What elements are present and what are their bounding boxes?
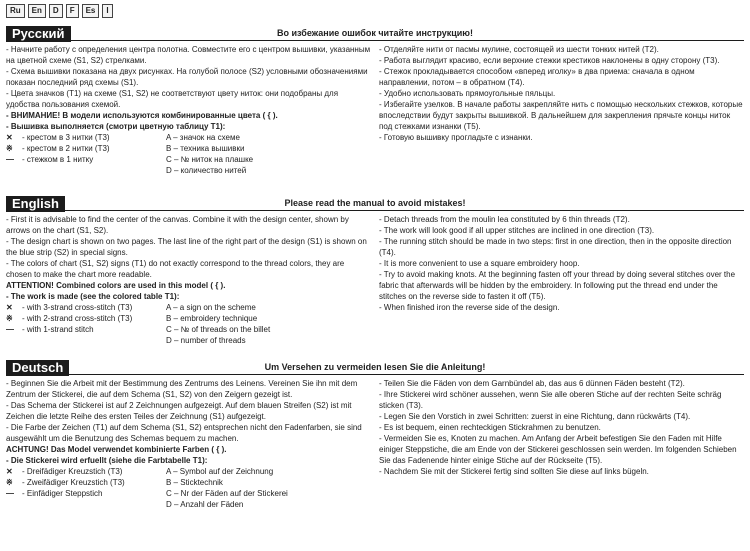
- cross-3-icon: ✕: [6, 467, 13, 476]
- legend-label: - with 2-strand cross-stitch (T3): [22, 314, 133, 323]
- stitch-icon: —: [6, 489, 14, 498]
- instruction-text: - Работа выглядит красиво, если верхние стежки крестиков наклонены в одну сторону (T3).: [379, 56, 720, 65]
- legend-key: A – a sign on the scheme: [166, 303, 256, 312]
- instruction-text: - Отделяйте нити от пасмы мулине, состоящей из шести тонких нитей (T2).: [379, 45, 659, 54]
- instruction-text: - The running stitch should be made in two steps: first in one direction, then in the opposite direction (T4).: [379, 237, 732, 257]
- section-english: [6, 196, 744, 346]
- legend-label: - with 1-strand stitch: [22, 325, 94, 334]
- legend-key: B – техника вышивки: [166, 144, 245, 153]
- header-rule: [6, 374, 744, 375]
- lang-fr-button[interactable]: F: [66, 4, 79, 18]
- instruction-text: - Es ist bequem, einen rechteckigen Stickrahmen zu benutzen.: [379, 423, 601, 432]
- instruction-text: - When finished iron the reverse side of the design.: [379, 303, 560, 312]
- instruction-text: - Стежок прокладывается способом «вперед иголку» в два приема: сначала в одном направлении, потом – в обратном (T4).: [379, 67, 695, 87]
- instruction-text: - Die Farbe der Zeichen (T1) auf dem Schema (S1, S2) entsprechen nicht den Fadenfarben, sie sind ausgewählt um die Benutzung des Schemas bequem zu machen.: [6, 423, 362, 443]
- right-column: [379, 44, 744, 176]
- instruction-text: - The colors of chart (S1, S2) signs (T1) do not exactly correspond to the thread colors, they are chosen to make the chart more readable.: [6, 259, 345, 279]
- legend-key: A – значок на схеме: [166, 133, 240, 142]
- legend-key: D – количество нитей: [166, 166, 247, 175]
- section-heading: Please read the manual to avoid mistakes!: [284, 198, 466, 208]
- cross-3-icon: ✕: [6, 133, 13, 142]
- legend-label: - with 3-strand cross-stitch (T3): [22, 303, 133, 312]
- header-rule: [6, 40, 744, 41]
- legend-label: - Dreifädiger Kreuzstich (T3): [22, 467, 123, 476]
- section-russian: [6, 26, 744, 176]
- instruction-text: - Detach threads from the moulin lea constituted by 6 thin threads (T2).: [379, 215, 630, 224]
- instruction-text: - Ihre Stickerei wird schöner aussehen, wenn Sie alle oberen Stiche auf der rechten Seite schräg sticken (T3).: [379, 390, 722, 410]
- instruction-text: - Избегайте узелков. В начале работы закрепляйте нить с помощью нескольких стежков, которые впоследствии будут закрыты вышивкой. В дальнейшем для закрепления прячьте концы ниток под стежками изнанки (T5).: [379, 100, 743, 131]
- section-title: Deutsch: [6, 360, 69, 376]
- legend-key: B – embroidery technique: [166, 314, 258, 323]
- legend-row: [6, 488, 371, 499]
- instruction-text: - The design chart is shown on two pages. The last line of the right part of the design (S1) is shown on the blue strip (S2) in special signs.: [6, 237, 367, 257]
- cross-2-icon: ※: [6, 314, 13, 323]
- cross-3-icon: ✕: [6, 303, 13, 312]
- work-heading: - The work is made (see the colored table T1):: [6, 292, 180, 301]
- stitch-icon: —: [6, 155, 14, 164]
- attention-note: ACHTUNG! Das Model verwendet kombinierte Farben ( { ).: [6, 445, 227, 454]
- section-heading: Во избежание ошибок читайте инструкцию!: [277, 28, 473, 38]
- legend-row: [6, 324, 371, 335]
- section-title: English: [6, 196, 65, 212]
- lang-it-button[interactable]: I: [102, 4, 112, 18]
- legend-label: - крестом в 2 нитки (T3): [22, 144, 110, 153]
- work-heading: - Вышивка выполняется (смотри цветную таблицу T1):: [6, 122, 226, 131]
- legend-key: D – number of threads: [166, 336, 246, 345]
- left-column: [6, 378, 371, 510]
- lang-es-button[interactable]: Es: [82, 4, 100, 18]
- legend-row: [6, 466, 371, 477]
- section-header: [6, 196, 744, 212]
- lang-de-button[interactable]: D: [49, 4, 63, 18]
- legend-key: B – Sticktechnik: [166, 478, 223, 487]
- instruction-text: - It is more convenient to use a square embroidery hoop.: [379, 259, 580, 268]
- header-rule: [6, 210, 744, 211]
- legend-label: - крестом в 3 нитки (T3): [22, 133, 110, 142]
- legend-row: [6, 143, 371, 154]
- legend-row: [6, 302, 371, 313]
- cross-2-icon: ※: [6, 144, 13, 153]
- legend-row: [6, 499, 371, 510]
- legend-row: [6, 313, 371, 324]
- legend-key: C – № ниток на плашке: [166, 155, 254, 164]
- legend-key: C – Nr der Fäden auf der Stickerei: [166, 489, 288, 498]
- instruction-text: - Начните работу с определения центра полотна. Совместите его с центром вышивки, указанным на цветной схеме (S1, S2) стрелками.: [6, 45, 371, 65]
- cross-2-icon: ※: [6, 478, 13, 487]
- lang-ru-button[interactable]: Ru: [6, 4, 25, 18]
- left-column: [6, 44, 371, 176]
- instruction-text: - Das Schema der Stickerei ist auf 2 Zeichnungen aufgezeigt. Auf dem blauen Streifen (S2) ist mit Zeichen die letzte Reihe des ersten Teiles der Zeichnung (S1) aufgezeigt.: [6, 401, 352, 421]
- instruction-text: - Nachdem Sie mit der Stickerei fertig sind sollten Sie diese auf links bügeln.: [379, 467, 649, 476]
- instruction-text: - Beginnen Sie die Arbeit mit der Bestimmung des Zentrums des Leinens. Vereinen Sie ihn mit dem Zentrum der Stickerei, die auf dem Schema (S1, S2) von den Zeigern gezeigt ist.: [6, 379, 358, 399]
- legend-row: [6, 477, 371, 488]
- legend-label: - Zweifädiger Kreuzstich (T3): [22, 478, 125, 487]
- legend-row: [6, 132, 371, 143]
- section-header: [6, 360, 744, 376]
- section-deutsch: [6, 360, 744, 510]
- attention-note: ATTENTION! Combined colors are used in this model ( { ).: [6, 281, 226, 290]
- work-heading: - Die Stickerei wird erfuellt (siehe die Farbtabelle T1):: [6, 456, 208, 465]
- language-bar: [6, 4, 113, 18]
- instruction-text: - Схема вышивки показана на двух рисунках. На голубой полосе (S2) условными обозначениями показан последний ряд схемы (S1).: [6, 67, 368, 87]
- instruction-text: - Legen Sie den Vorstich in zwei Schritten: zuerst in eine Richtung, dann rückwärts (T4).: [379, 412, 691, 421]
- legend-key: D – Anzahl der Fäden: [166, 500, 244, 509]
- legend-label: - стежком в 1 нитку: [22, 155, 94, 164]
- instruction-text: - Удобно использовать прямоугольные пяльцы.: [379, 89, 556, 98]
- instruction-text: - Try to avoid making knots. At the beginning fasten off your thread by doing several stitches over the fabric that afterwards will be hidden by the embroidery. In following put the thread end under the stitches on the reverse side to fasten it off (T5).: [379, 270, 736, 301]
- legend-key: A – Symbol auf der Zeichnung: [166, 467, 274, 476]
- left-column: [6, 214, 371, 346]
- legend-row: [6, 335, 371, 346]
- stitch-icon: —: [6, 325, 14, 334]
- attention-note: - ВНИМАНИЕ! В модели используются комбинированные цвета ( { ).: [6, 111, 278, 120]
- instruction-text: - Vermeiden Sie es, Knoten zu machen. Am Anfang der Arbeit befestigen Sie den Faden mit Hilfe einiger Steppstiche, die am Ende von der Stickerei geschlossen sein werden. Im folgenden Schieben Sie das Fadenende hinter einige Stiche auf der Rückseite (T5).: [379, 434, 737, 465]
- legend-row: [6, 154, 371, 165]
- legend-key: C – № of threads on the billet: [166, 325, 271, 334]
- instruction-text: - Готовую вышивку прогладьте с изнанки.: [379, 133, 533, 142]
- section-title: Русский: [6, 26, 71, 42]
- instruction-text: - Teilen Sie die Fäden von dem Garnbündel ab, das aus 6 dünnen Fäden besteht (T2).: [379, 379, 685, 388]
- section-heading: Um Versehen zu vermeiden lesen Sie die Anleitung!: [264, 362, 486, 372]
- instruction-text: - The work will look good if all upper stitches are inclined in one direction (T3).: [379, 226, 655, 235]
- right-column: [379, 378, 744, 510]
- instruction-text: - Цвета значков (T1) на схеме (S1, S2) не соответствуют цвету ниток: они подобраны для удобства пользования схемой.: [6, 89, 339, 109]
- instruction-text: - First it is advisable to find the center of the canvas. Combine it with the design center, shown by arrows on the chart (S1, S2).: [6, 215, 349, 235]
- legend-row: [6, 165, 371, 176]
- legend-label: - Einfädiger Steppstich: [22, 489, 103, 498]
- section-header: [6, 26, 744, 42]
- lang-en-button[interactable]: En: [28, 4, 46, 18]
- right-column: [379, 214, 744, 346]
